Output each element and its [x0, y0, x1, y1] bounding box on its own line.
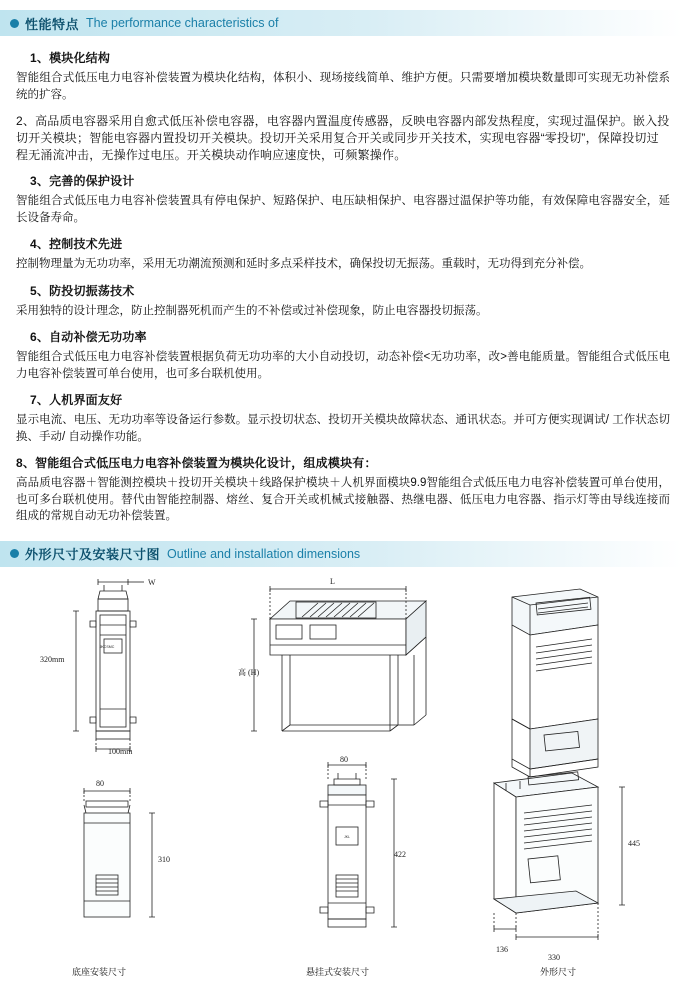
outline-width-label: 330 — [548, 952, 560, 962]
drawings-area — [0, 567, 682, 987]
item-title: 2、高品质电容器采用自愈式低压补偿电容器，电容器内置温度传感器，反映电容器内部发热程度，实现过温保护。嵌入投切开关模块；智能电容器内置投切开关模块。投切开关采用复合开关或同步开关技术，实现电容器“零投切”，保障投切过程无涌流冲击，无操作过电压。开关模块动作响应速度快，可频繁操作。 — [16, 114, 670, 162]
cabinet-length-label: L — [330, 576, 335, 586]
performance-content — [0, 36, 682, 525]
section-header-outline — [0, 541, 682, 567]
base-mount-caption: 底座安装尺寸 — [72, 966, 127, 977]
item-title: 6、自动补偿无功功率 — [30, 330, 147, 344]
base-height-label: 310 — [158, 854, 170, 864]
section-title-cn: 外形尺寸及安装尺寸图 — [25, 547, 161, 562]
base-width-label: 80 — [96, 778, 104, 788]
drawing-outline-dims — [450, 747, 670, 957]
cabinet-height-label: 高 (H) — [238, 667, 260, 677]
item-title: 5、防投切振荡技术 — [30, 283, 135, 298]
page-root — [0, 10, 682, 977]
bullet-dot-icon — [10, 19, 19, 28]
drawing-cabinet-isometric — [230, 575, 450, 775]
item-body: 智能组合式低压电力电容补偿装置根据负荷无功功率的大小自动投切，动态补偿<无功功率，改>善电能质量。智能组合式低压电力电容补偿装置可单台使用，也可多台联机使用。 — [16, 351, 670, 380]
item-body: 显示电流、电压、无功功率等设备运行参数。显示投切状态、投切开关模块故障状态、通讯状态。并可方便实现调试/ 工作状态切换、手动/ 自动操作功能。 — [16, 414, 670, 443]
module-width-label: W — [148, 577, 156, 587]
outline-height-label: 445 — [628, 838, 640, 848]
item-body: 控制物理量为无功功率，采用无功潮流预测和延时多点采样技术，确保投切无振荡。重载时，无功得到充分补偿。 — [16, 258, 591, 270]
outline-dims-caption: 外形尺寸 — [540, 966, 577, 977]
module-depth-label: 100mm — [108, 746, 133, 756]
module-height-label: 320mm — [40, 654, 65, 664]
outline-depth-label: 136 — [496, 944, 508, 954]
wall-height-label: 422 — [394, 849, 406, 859]
svg-text:JKCSMC: JKCSMC — [99, 644, 115, 649]
item-title: 8、智能组合式低压电力电容补偿装置为模块化设计，组成模块有： — [16, 456, 377, 470]
item-body: 采用独特的设计理念，防止控制器死机而产生的不补偿或过补偿现象，防止电容器投切振荡。 — [16, 304, 488, 317]
item-body: 智能组合式低压电力电容补偿装置具有停电保护、短路保护、电压缺相保护、电容器过温保护等功能，有效保障电容器安全，延长设备寿命。 — [16, 195, 670, 224]
item-title: 1、模块化结构 — [30, 51, 111, 65]
item-title: 3、完善的保护设计 — [30, 174, 135, 188]
item-title: 7、人机界面友好 — [30, 393, 123, 407]
item-title: 4、控制技术先进 — [30, 237, 123, 251]
wall-mount-caption: 悬挂式安装尺寸 — [306, 966, 370, 977]
section-title-cn: 性能特点 — [25, 16, 80, 32]
section-header-performance — [0, 10, 682, 36]
item-body: 高品质电容器＋智能测控模块＋投切开关模块＋线路保护模块＋人机界面模块9.9智能组合式低压电力电容补偿装置可单台使用，也可多台联机使用。替代由智能控制器、熔丝、复合开关或机械式接触器、热继电器、低压电力电容器、指示灯等由导线连接而组成的常规自动无功补偿装置。 — [16, 477, 670, 522]
drawing-wall-mount — [270, 754, 450, 957]
section-title-en: The performance characteristics of — [86, 16, 279, 30]
item-body: 智能组合式低压电力电容补偿装置为模块化结构，体积小、现场接线简单、维护方便。只需要增加模块数量即可实现无功补偿系统的扩容。 — [16, 72, 670, 101]
section-title-en: Outline and installation dimensions — [167, 546, 361, 561]
wall-width-label: 80 — [340, 754, 348, 764]
drawing-base-mount — [30, 775, 200, 955]
svg-text:JKL: JKL — [344, 834, 350, 839]
bullet-dot-icon — [10, 549, 19, 558]
